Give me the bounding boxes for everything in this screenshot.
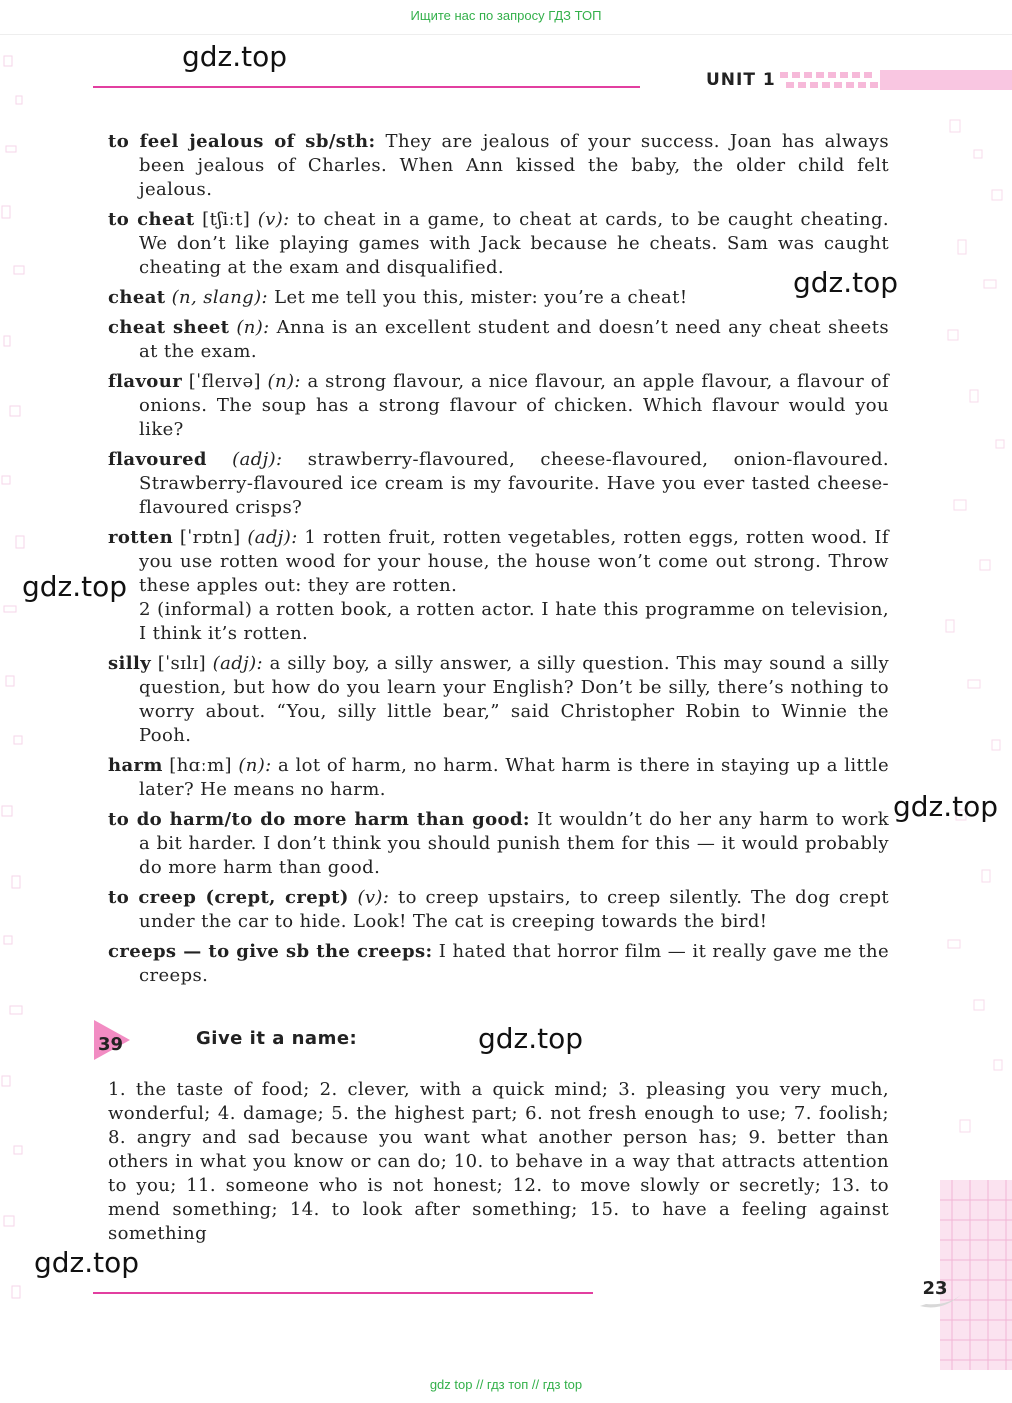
- right-decor-pattern: [940, 110, 1012, 1170]
- vocab-subentry: 2 (informal) a rotten book, a rotten actor. I hate this programme on television, I think it’s rotten.: [139, 599, 889, 644]
- vocab-entry: cheat (n, slang): Let me tell you this, mister: you’re a cheat!: [108, 287, 688, 308]
- vocab-entry: cheat sheet (n): Anna is an excellent student and doesn’t need any cheat sheets at the exam.: [108, 317, 889, 362]
- vocab-entry: harm [hɑːm] (n): a lot of harm, no harm. What harm is there in staying up a little later? He means no harm.: [108, 755, 890, 800]
- watermark-text: gdz.top: [478, 1022, 584, 1055]
- footer-links[interactable]: gdz top // гдз топ // гдз top: [429, 1377, 583, 1392]
- vocab-entry: flavour [ˈfleɪvə] (n): a strong flavour, a nice flavour, an apple flavour, a flavour of onions. The soup has a strong flavour of chicken. Which flavour would you like?: [108, 371, 890, 440]
- unit-header-bar: [780, 70, 1012, 90]
- watermark-text: gdz.top: [793, 266, 899, 299]
- vocab-entry: creeps — to give sb the creeps: I hated that horror film — it really gave me the creeps.: [108, 941, 890, 986]
- vocab-entry: to do harm/to do more harm than good: It wouldn’t do her any harm to work a bit harder. I don’t think you should punish them for this — it would probably do more harm than good.: [108, 809, 890, 878]
- page-number-badge: [918, 1276, 964, 1310]
- watermark-text: gdz.top: [34, 1246, 140, 1279]
- left-decor-pattern: [0, 36, 32, 1366]
- vocabulary-list: [108, 130, 889, 994]
- top-divider: [0, 34, 1012, 35]
- vocab-entry: flavoured (adj): strawberry-flavoured, cheese-flavoured, onion-flavoured. Strawberry-flavoured ice cream is my favourite. Have you ever tasted cheese-flavoured crisps?: [108, 449, 889, 518]
- vocab-entry: rotten [ˈrɒtn] (adj): 1 rotten fruit, rotten vegetables, rotten eggs, rotten wood. If you use rotten wood for your house, the house won’t come out strong. Throw these apples out: they are rotten.: [108, 527, 889, 596]
- exercise-title: Give it a name:: [196, 1028, 358, 1049]
- unit-label: UNIT 1: [706, 70, 776, 90]
- watermark-text: gdz.top: [22, 570, 128, 603]
- corner-grid-decor: [940, 1180, 1012, 1370]
- exercise-text: 1. the taste of food; 2. clever, with a quick mind; 3. pleasing you very much, wonderful; 4. damage; 5. the highest part; 6. not fresh enough to use; 7. foolish; 8. angry and sad because you want what another person has; 9. better than others in what you know or can do; 10. to behave in a way that attracts attention to you; 11. someone who is not honest; 12. to move slowly or secretly; 13. to mend something; 14. to look after something; 15. to have a feeling against something: [108, 1079, 889, 1244]
- vocab-entry: to cheat [tʃiːt] (v): to cheat in a game, to cheat at cards, to be caught cheating. We don’t like playing games with Jack because he cheats. Sam was caught cheating at the exam and disqualified.: [108, 209, 890, 278]
- header-divider: [93, 86, 640, 88]
- top-banner[interactable]: Ищите нас по запросу ГДЗ ТОП: [410, 8, 602, 23]
- page-number: 23: [922, 1278, 948, 1299]
- exercise-number-badge: [94, 1020, 130, 1060]
- watermark-text: gdz.top: [182, 40, 288, 73]
- vocab-entry: silly [ˈsɪlɪ] (adj): a silly boy, a silly answer, a silly question. This may sound a silly question, but how do you learn your English? Don’t be silly, there’s nothing to worry about. “You, silly little bear,” said Christopher Robin to Winnie the Pooh.: [108, 653, 890, 746]
- footer-divider: [93, 1292, 593, 1294]
- exercise-number: 39: [98, 1034, 124, 1055]
- vocab-entry: to creep (crept, crept) (v): to creep upstairs, to creep silently. The dog crept under the car to hide. Look! The cat is creeping towards the bird!: [108, 887, 889, 932]
- vocab-entry: to feel jealous of sb/sth: They are jealous of your success. Joan has always been jealous of Charles. When Ann kissed the baby, the older child felt jealous.: [108, 131, 890, 200]
- watermark-text: gdz.top: [893, 790, 999, 823]
